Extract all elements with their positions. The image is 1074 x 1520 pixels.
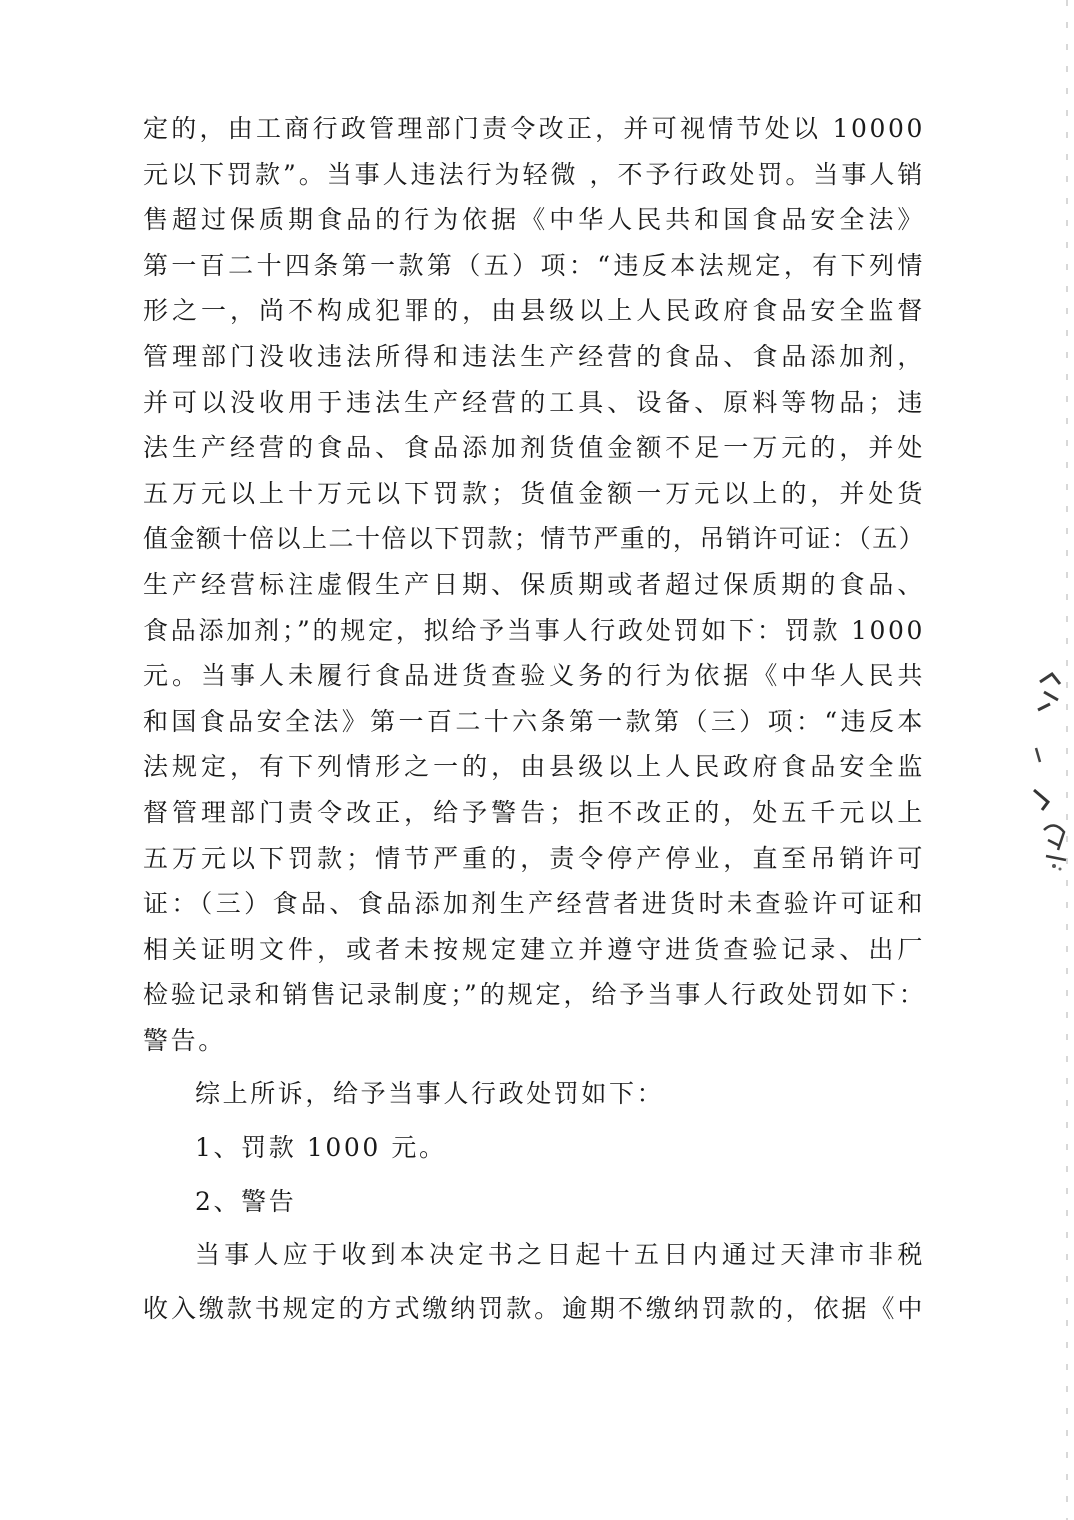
text-line: 警告。 <box>143 1025 226 1055</box>
text-line: 食品添加剂；”的规定，拟给予当事人行政处罚如下：罚款 1000 <box>143 615 925 645</box>
text-line: 管理部门没收违法所得和违法生产经营的食品、食品添加剂， <box>143 341 925 371</box>
text-line: 并可以没收用于违法生产经营的工具、设备、原料等物品；违 <box>143 387 925 417</box>
document-body <box>143 106 943 1331</box>
closing-line: 当事人应于收到本决定书之日起十五日内通过天津市非税 <box>195 1240 925 1270</box>
text-line: 五万元以上十万元以下罚款；货值金额一万元以上的，并处货 <box>143 478 925 508</box>
text-line: 督管理部门责令改正，给予警告；拒不改正的，处五千元以上 <box>143 797 925 827</box>
text-line: 法规定，有下列情形之一的，由县级以上人民政府食品安全监 <box>143 752 925 782</box>
seal-fragment-icon <box>1030 670 1074 890</box>
penalty-item: 1、罚款 1000 元。 <box>195 1133 447 1163</box>
closing-line: 收入缴款书规定的方式缴纳罚款。逾期不缴纳罚款的，依据《中 <box>143 1293 925 1323</box>
text-line: 元。当事人未履行食品进货查验义务的行为依据《中华人民共 <box>143 661 925 691</box>
text-line: 生产经营标注虚假生产日期、保质期或者超过保质期的食品、 <box>143 569 925 599</box>
text-line: 值金额十倍以上二十倍以下罚款；情节严重的，吊销许可证：（五） <box>143 524 925 554</box>
text-line: 证：（三）食品、食品添加剂生产经营者进货时未查验许可证和 <box>143 889 925 919</box>
text-line: 第一百二十四条第一款第（五）项：“违反本法规定，有下列情 <box>143 250 925 280</box>
text-line: 法生产经营的食品、食品添加剂货值金额不足一万元的，并处 <box>143 433 925 463</box>
text-line: 定的，由工商行政管理部门责令改正，并可视情节处以 10000 <box>143 114 925 143</box>
text-line: 元以下罚款”。当事人违法行为轻微 ，不予行政处罚。当事人销 <box>143 159 925 189</box>
text-line: 五万元以下罚款；情节严重的，责令停产停业，直至吊销许可 <box>143 843 925 873</box>
text-line: 检验记录和销售记录制度；”的规定，给予当事人行政处罚如下： <box>143 980 925 1010</box>
summary-intro: 综上所诉，给予当事人行政处罚如下： <box>195 1079 665 1109</box>
penalty-item: 2、警告 <box>195 1186 297 1216</box>
text-line: 售超过保质期食品的行为依据《中华人民共和国食品安全法》 <box>143 205 925 235</box>
text-line: 形之一，尚不构成犯罪的，由县级以上人民政府食品安全监督 <box>143 296 925 326</box>
text-line: 和国食品安全法》第一百二十六条第一款第（三）项：“违反本 <box>143 706 925 736</box>
text-line: 相关证明文件，或者未按规定建立并遵守进货查验记录、出厂 <box>143 934 925 964</box>
